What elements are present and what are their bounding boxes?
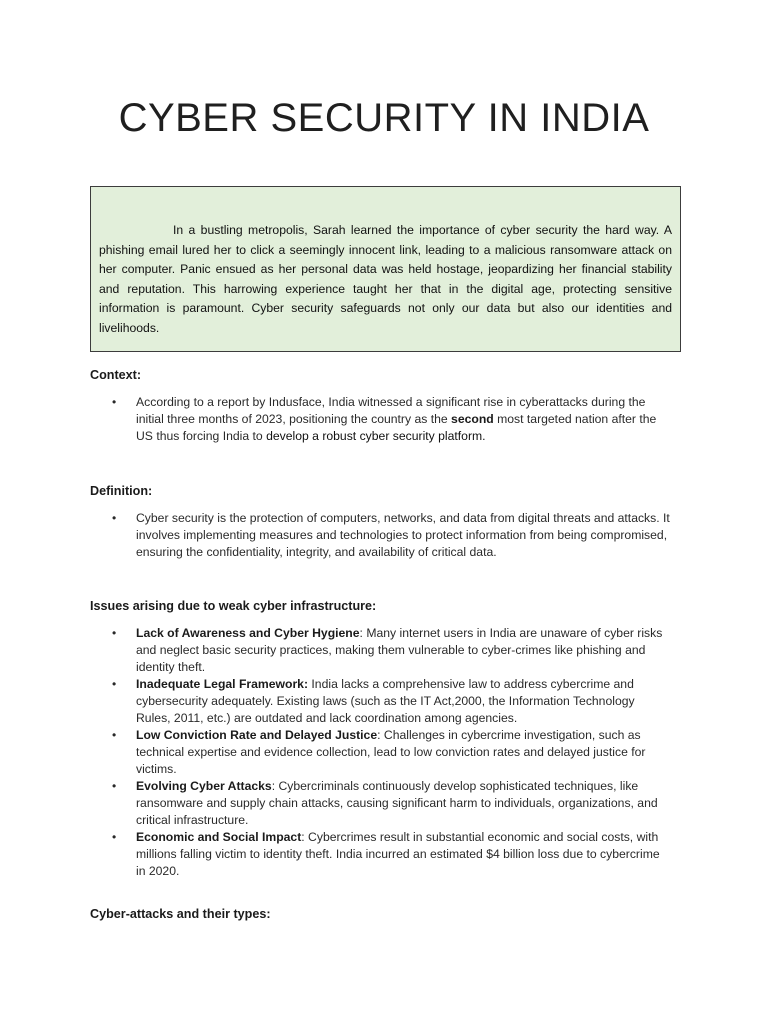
list-item xyxy=(112,778,672,829)
issue-label: Lack of Awareness and Cyber Hygiene xyxy=(136,626,360,640)
issue-text: Many internet users in India are unaware of cyber risks and neglect basic security practices, making them vulnerable to cyber-crimes like phishing and identity theft. xyxy=(136,626,663,674)
context-text-2: most targeted nation after the US thus forcing India to xyxy=(136,412,657,443)
bullet-icon: • xyxy=(112,779,117,793)
attacks-heading: Cyber-attacks and their types: xyxy=(90,907,271,921)
issue-text: Cybercrimes result in substantial economic and social costs, with millions falling victim to identity theft. India incurred an estimated $4 billion loss due to cybercrime in 2020. xyxy=(136,830,660,878)
context-list xyxy=(112,394,672,445)
bullet-icon: • xyxy=(112,395,117,409)
bullet-icon: • xyxy=(112,728,117,742)
bullet-icon: • xyxy=(112,830,117,844)
issue-text: India lacks a comprehensive law to address cybercrime and cybersecurity adequately. Existing laws (such as the IT Act,2000, the Information Technology Rules, 2011, etc.) are outdated and lack coordination among agencies. xyxy=(136,677,635,725)
list-item xyxy=(112,510,672,561)
list-item xyxy=(112,727,672,778)
context-bold-word: second xyxy=(451,412,494,426)
context-heading: Context: xyxy=(90,368,142,382)
issue-separator: : xyxy=(359,626,367,640)
story-box xyxy=(90,186,681,352)
issues-heading: Issues arising due to weak cyber infrastructure: xyxy=(90,599,377,613)
context-text-1: According to a report by Indusface, India witnessed a significant rise in cyberattacks during the initial three months of 2023, positioning the country as the xyxy=(136,395,646,426)
page-title: CYBER SECURITY IN INDIA xyxy=(118,96,650,140)
bullet-icon: • xyxy=(112,677,117,691)
issue-label: Inadequate Legal Framework: xyxy=(136,677,309,691)
issue-label: Economic and Social Impact xyxy=(136,830,302,844)
issue-label: Evolving Cyber Attacks xyxy=(136,779,272,793)
bullet-icon: • xyxy=(112,626,117,640)
context-text-3: develop a robust cyber security platform. xyxy=(266,429,486,443)
story-paragraph: In a bustling metropolis, Sarah learned the importance of cyber security the hard way. A phishing email lured her to click a seemingly innocent link, leading to a malicious ransomware attack on her computer. Panic ensued as her personal data was held hostage, jeopardizing her financial stability and reputation. This harrowing experience taught her that in the digital age, protecting sensitive information is paramount. Cyber security safeguards not only our data but also our identities and livelihoods. xyxy=(99,223,672,335)
definition-list xyxy=(112,510,672,561)
list-item xyxy=(112,625,672,676)
issue-text: Cybercriminals continuously develop sophisticated techniques, like ransomware and supply chain attacks, causing significant harm to individuals, organizations, and critical infrastructure. xyxy=(136,779,658,827)
issue-label: Low Conviction Rate and Delayed Justice xyxy=(136,728,378,742)
definition-text: Cyber security is the protection of computers, networks, and data from digital threats and attacks. It involves implementing measures and technologies to protect information from being compromised, ensuring the confidentiality, integrity, and availability of critical data. xyxy=(136,511,670,559)
list-item xyxy=(112,829,672,880)
bullet-icon: • xyxy=(112,511,117,525)
issues-list xyxy=(112,625,672,880)
list-item xyxy=(112,394,672,445)
issue-separator: : xyxy=(377,728,384,742)
issue-separator: : xyxy=(271,779,279,793)
definition-heading: Definition: xyxy=(90,484,153,498)
list-item xyxy=(112,676,672,727)
issue-separator: : xyxy=(301,830,309,844)
issue-text: Challenges in cybercrime investigation, such as technical expertise and evidence collection, lead to low conviction rates and delayed justice for victims. xyxy=(136,728,646,776)
